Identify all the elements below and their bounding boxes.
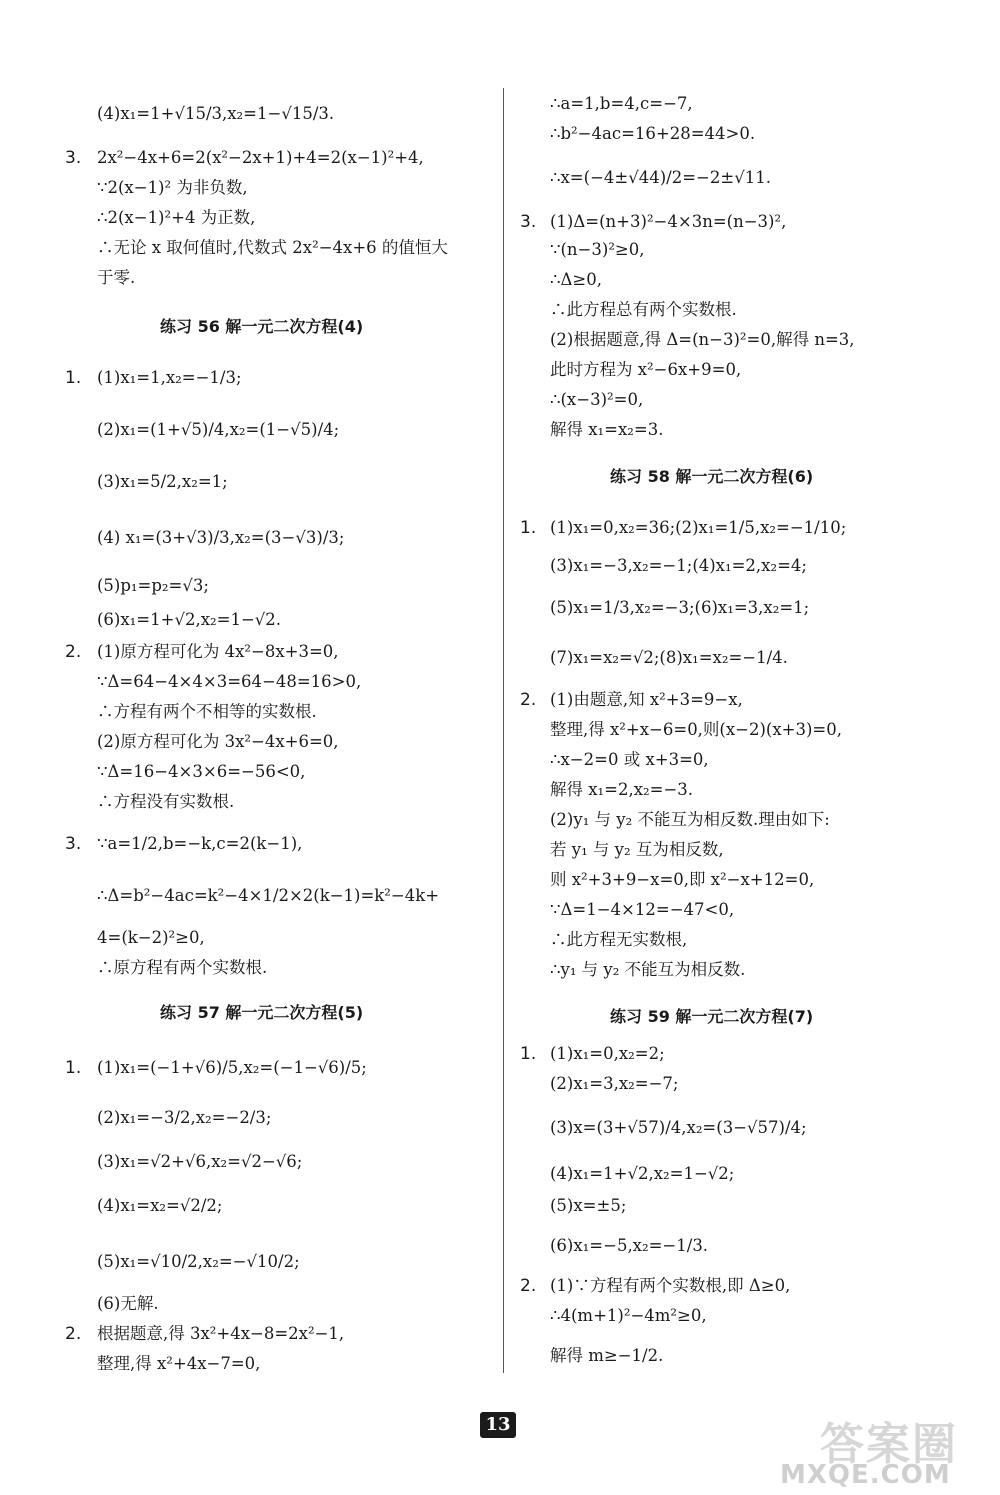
watermark-text: 答案圈 [820, 1419, 958, 1470]
answer-line: ∵a=1/2,b=−k,c=2(k−1), [97, 834, 303, 853]
answer-line: (4)x₁=1+√2,x₂=1−√2; [550, 1164, 735, 1183]
question-number: 2. [520, 1276, 537, 1296]
answer-line: ∴x=(−4±√44)/2=−2±√11. [550, 168, 771, 187]
section-heading: 练习 59 解一元二次方程(7) [610, 1007, 814, 1026]
answer-line: (2)x₁=−3/2,x₂=−2/3; [97, 1108, 272, 1127]
answer-line: 于零. [97, 268, 136, 287]
answer-line: 解得 x₁=2,x₂=−3. [550, 780, 694, 799]
answer-line: (1)x₁=(−1+√6)/5,x₂=(−1−√6)/5; [97, 1058, 367, 1077]
answer-line: (5)x=±5; [550, 1196, 627, 1215]
column-divider [503, 88, 504, 1373]
question-number: 3. [65, 834, 82, 854]
answer-line: ∴x−2=0 或 x+3=0, [550, 750, 709, 769]
answer-line: (6)无解. [97, 1294, 159, 1313]
answer-line: (6)x₁=−5,x₂=−1/3. [550, 1236, 709, 1255]
question-number: 1. [520, 518, 537, 538]
answer-line: (3)x=(3+√57)/4,x₂=(3−√57)/4; [550, 1118, 807, 1137]
answer-line: ∴无论 x 取何值时,代数式 2x²−4x+6 的值恒大 [97, 238, 448, 257]
answer-line: ∴此方程无实数根, [550, 930, 688, 949]
answer-line: (3)x₁=−3,x₂=−1;(4)x₁=2,x₂=4; [550, 556, 807, 575]
answer-line: ∵(n−3)²≥0, [550, 240, 645, 259]
answer-line: (5)x₁=1/3,x₂=−3;(6)x₁=3,x₂=1; [550, 598, 810, 617]
answer-line: 若 y₁ 与 y₂ 互为相反数, [550, 840, 724, 859]
answer-line: (2)原方程可化为 3x²−4x+6=0, [97, 732, 339, 751]
answer-line: (4)x₁=1+√15/3,x₂=1−√15/3. [97, 104, 335, 123]
question-number: 2. [520, 690, 537, 710]
answer-line: 整理,得 x²+4x−7=0, [97, 1354, 261, 1373]
answer-line: (1)Δ=(n+3)²−4×3n=(n−3)², [550, 212, 787, 231]
answer-line: ∵Δ=64−4×4×3=64−48=16>0, [97, 672, 362, 691]
question-number: 1. [65, 1058, 82, 1078]
answer-line: 根据题意,得 3x²+4x−8=2x²−1, [97, 1324, 345, 1343]
watermark-logo [780, 1408, 990, 1490]
answer-line: ∴原方程有两个实数根. [97, 958, 268, 977]
answer-line: (3)x₁=5/2,x₂=1; [97, 472, 228, 491]
answer-line: 4=(k−2)²≥0, [97, 928, 205, 947]
answer-line: (1)x₁=0,x₂=36;(2)x₁=1/5,x₂=−1/10; [550, 518, 847, 537]
answer-line: ∴4(m+1)²−4m²≥0, [550, 1306, 707, 1325]
watermark-url: MXQE.COM [780, 1460, 951, 1490]
question-number: 2. [65, 1324, 82, 1344]
answer-line: ∴(x−3)²=0, [550, 390, 644, 409]
answer-line: (1)x₁=1,x₂=−1/3; [97, 368, 242, 387]
answer-line: ∴a=1,b=4,c=−7, [550, 94, 693, 113]
answer-line: (4)x₁=x₂=√2/2; [97, 1196, 223, 1215]
answer-line: ∴Δ≥0, [550, 270, 602, 289]
answer-line: ∵2(x−1)² 为非负数, [97, 178, 248, 197]
answer-line: (1)x₁=0,x₂=2; [550, 1044, 665, 1063]
answer-line: ∵Δ=1−4×12=−47<0, [550, 900, 735, 919]
answer-line: 此时方程为 x²−6x+9=0, [550, 360, 742, 379]
answer-line: (5)p₁=p₂=√3; [97, 576, 209, 595]
answer-line: (2)x₁=(1+√5)/4,x₂=(1−√5)/4; [97, 420, 340, 439]
answer-line: (3)x₁=√2+√6,x₂=√2−√6; [97, 1152, 303, 1171]
answer-line: (2)根据题意,得 Δ=(n−3)²=0,解得 n=3, [550, 330, 855, 349]
answer-line: ∴y₁ 与 y₂ 不能互为相反数. [550, 960, 746, 979]
answer-line: ∵Δ=16−4×3×6=−56<0, [97, 762, 306, 781]
question-number: 3. [520, 212, 537, 232]
answer-line: ∴Δ=b²−4ac=k²−4×1/2×2(k−1)=k²−4k+ [97, 886, 440, 905]
answer-line: 2x²−4x+6=2(x²−2x+1)+4=2(x−1)²+4, [97, 148, 424, 167]
section-heading: 练习 57 解一元二次方程(5) [160, 1003, 364, 1022]
question-number: 1. [520, 1044, 537, 1064]
answer-line: ∴2(x−1)²+4 为正数, [97, 208, 256, 227]
answer-line: 整理,得 x²+x−6=0,则(x−2)(x+3)=0, [550, 720, 843, 739]
section-heading: 练习 56 解一元二次方程(4) [160, 317, 364, 336]
answer-line: 则 x²+3+9−x=0,即 x²−x+12=0, [550, 870, 815, 889]
question-number: 2. [65, 642, 82, 662]
answer-line: ∴此方程总有两个实数根. [550, 300, 737, 319]
answer-line: ∴方程没有实数根. [97, 792, 235, 811]
question-number: 3. [65, 148, 82, 168]
answer-line: ∴方程有两个不相等的实数根. [97, 702, 317, 721]
question-number: 1. [65, 368, 82, 388]
answer-line: (1)∵方程有两个实数根,即 Δ≥0, [550, 1276, 791, 1295]
answer-line: (7)x₁=x₂=√2;(8)x₁=x₂=−1/4. [550, 648, 788, 667]
answer-line: (1)原方程可化为 4x²−8x+3=0, [97, 642, 339, 661]
answer-line: (2)y₁ 与 y₂ 不能互为相反数.理由如下: [550, 810, 830, 829]
answer-line: ∴b²−4ac=16+28=44>0. [550, 124, 756, 143]
answer-line: 解得 m≥−1/2. [550, 1346, 664, 1365]
answer-line: (1)由题意,知 x²+3=9−x, [550, 690, 743, 709]
page-number: 13 [480, 1412, 516, 1438]
answer-line: (5)x₁=√10/2,x₂=−√10/2; [97, 1252, 300, 1271]
answer-line: (4) x₁=(3+√3)/3,x₂=(3−√3)/3; [97, 528, 345, 547]
answer-line: (6)x₁=1+√2,x₂=1−√2. [97, 610, 282, 629]
section-heading: 练习 58 解一元二次方程(6) [610, 467, 814, 486]
answer-line: 解得 x₁=x₂=3. [550, 420, 664, 439]
answer-line: (2)x₁=3,x₂=−7; [550, 1074, 679, 1093]
